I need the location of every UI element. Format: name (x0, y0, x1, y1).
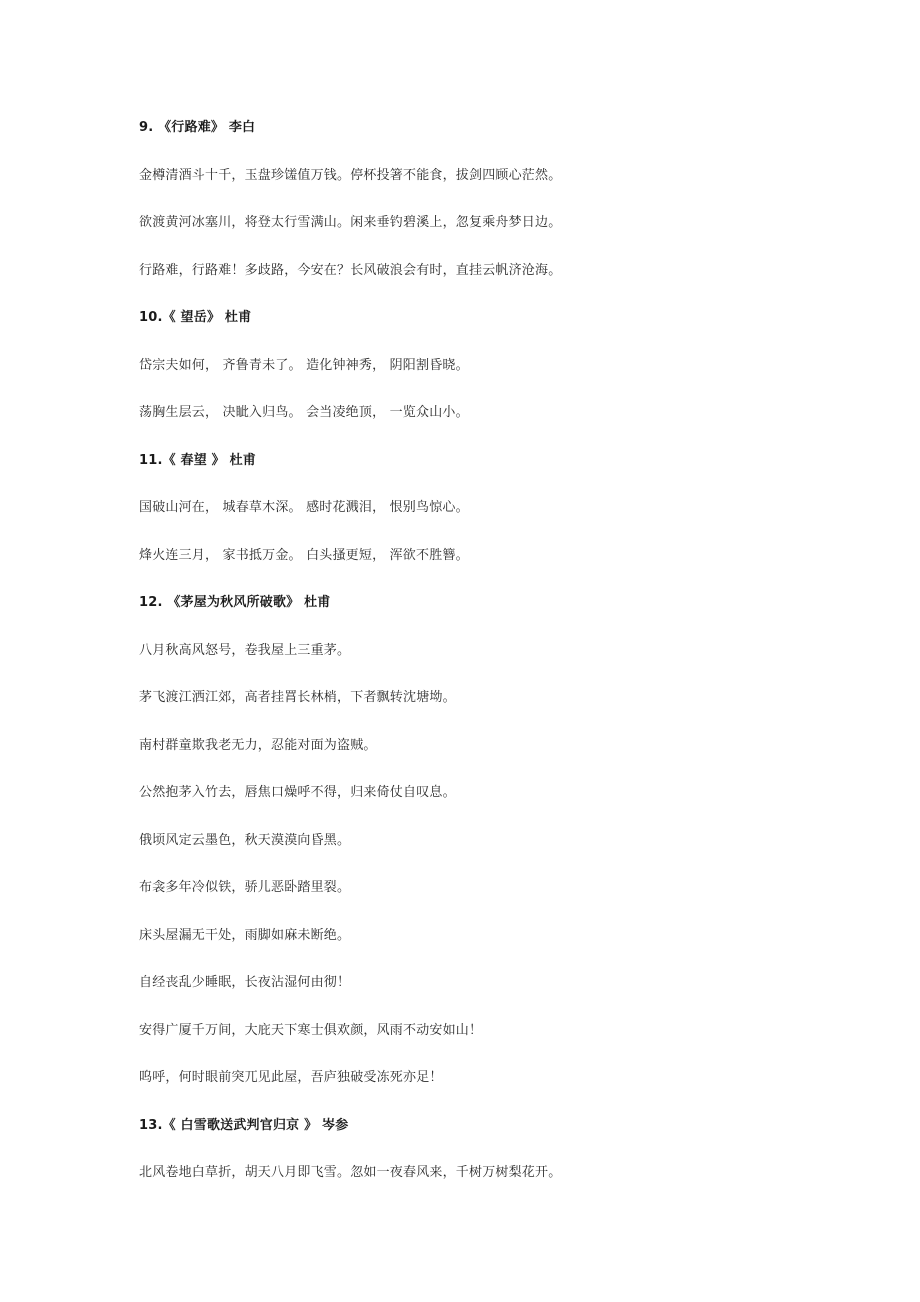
verse-line: 安得广厦千万间，大庇天下寒士俱欢颜，风雨不动安如山！ (139, 1022, 483, 1038)
verse-line: 床头屋漏无干处，雨脚如麻未断绝。 (139, 927, 351, 943)
verse-line: 国破山河在， 城春草木深。 感时花溅泪， 恨别鸟惊心。 (139, 500, 469, 515)
verse-line: 欲渡黄河冰塞川，将登太行雪满山。闲来垂钓碧溪上，忽复乘舟梦日边。 (139, 215, 562, 230)
poem-heading: 11.《 春望 》 杜甫 (139, 452, 257, 468)
document-page (139, 118, 839, 1211)
verse-line: 行路难，行路难！多歧路，今安在？长风破浪会有时，直挂云帆济沧海。 (139, 262, 562, 278)
verse-line: 俄顷风定云墨色，秋天漠漠向昏黑。 (139, 832, 351, 848)
verse-line: 北风卷地白草折，胡天八月即飞雪。忽如一夜春风来，千树万树梨花开。 (139, 1165, 562, 1180)
verse-line: 八月秋高风怒号，卷我屋上三重茅。 (139, 642, 351, 658)
verse-line: 南村群童欺我老无力，忍能对面为盗贼。 (139, 737, 377, 753)
verse-line: 金樽清酒斗十千，玉盘珍馐值万钱。停杯投箸不能食，拔剑四顾心茫然。 (139, 167, 562, 183)
poem-heading: 10.《 望岳》 杜甫 (139, 310, 252, 325)
poem-heading: 9. 《行路难》 李白 (139, 120, 256, 135)
verse-line: 荡胸生层云， 决眦入归鸟。 会当凌绝顶， 一览众山小。 (139, 405, 469, 420)
verse-line: 公然抱茅入竹去，唇焦口燥呼不得，归来倚仗自叹息。 (139, 785, 456, 800)
verse-line: 呜呼，何时眼前突兀见此屋，吾庐独破受冻死亦足！ (139, 1070, 443, 1085)
verse-line: 茅飞渡江洒江郊，高者挂罥长林梢，下者飘转沈塘坳。 (139, 690, 456, 705)
poem-heading: 12. 《茅屋为秋风所破歌》 杜甫 (139, 595, 331, 610)
verse-line: 烽火连三月， 家书抵万金。 白头搔更短， 浑欲不胜簪。 (139, 547, 469, 563)
verse-line: 自经丧乱少睡眠，长夜沾湿何由彻！ (139, 975, 351, 990)
verse-line: 岱宗夫如何， 齐鲁青未了。 造化钟神秀， 阴阳割昏晓。 (139, 357, 469, 373)
poem-heading: 13.《 白雪歌送武判官归京 》 岑参 (139, 1117, 349, 1133)
verse-line: 布衾多年冷似铁，骄儿恶卧踏里裂。 (139, 880, 351, 895)
